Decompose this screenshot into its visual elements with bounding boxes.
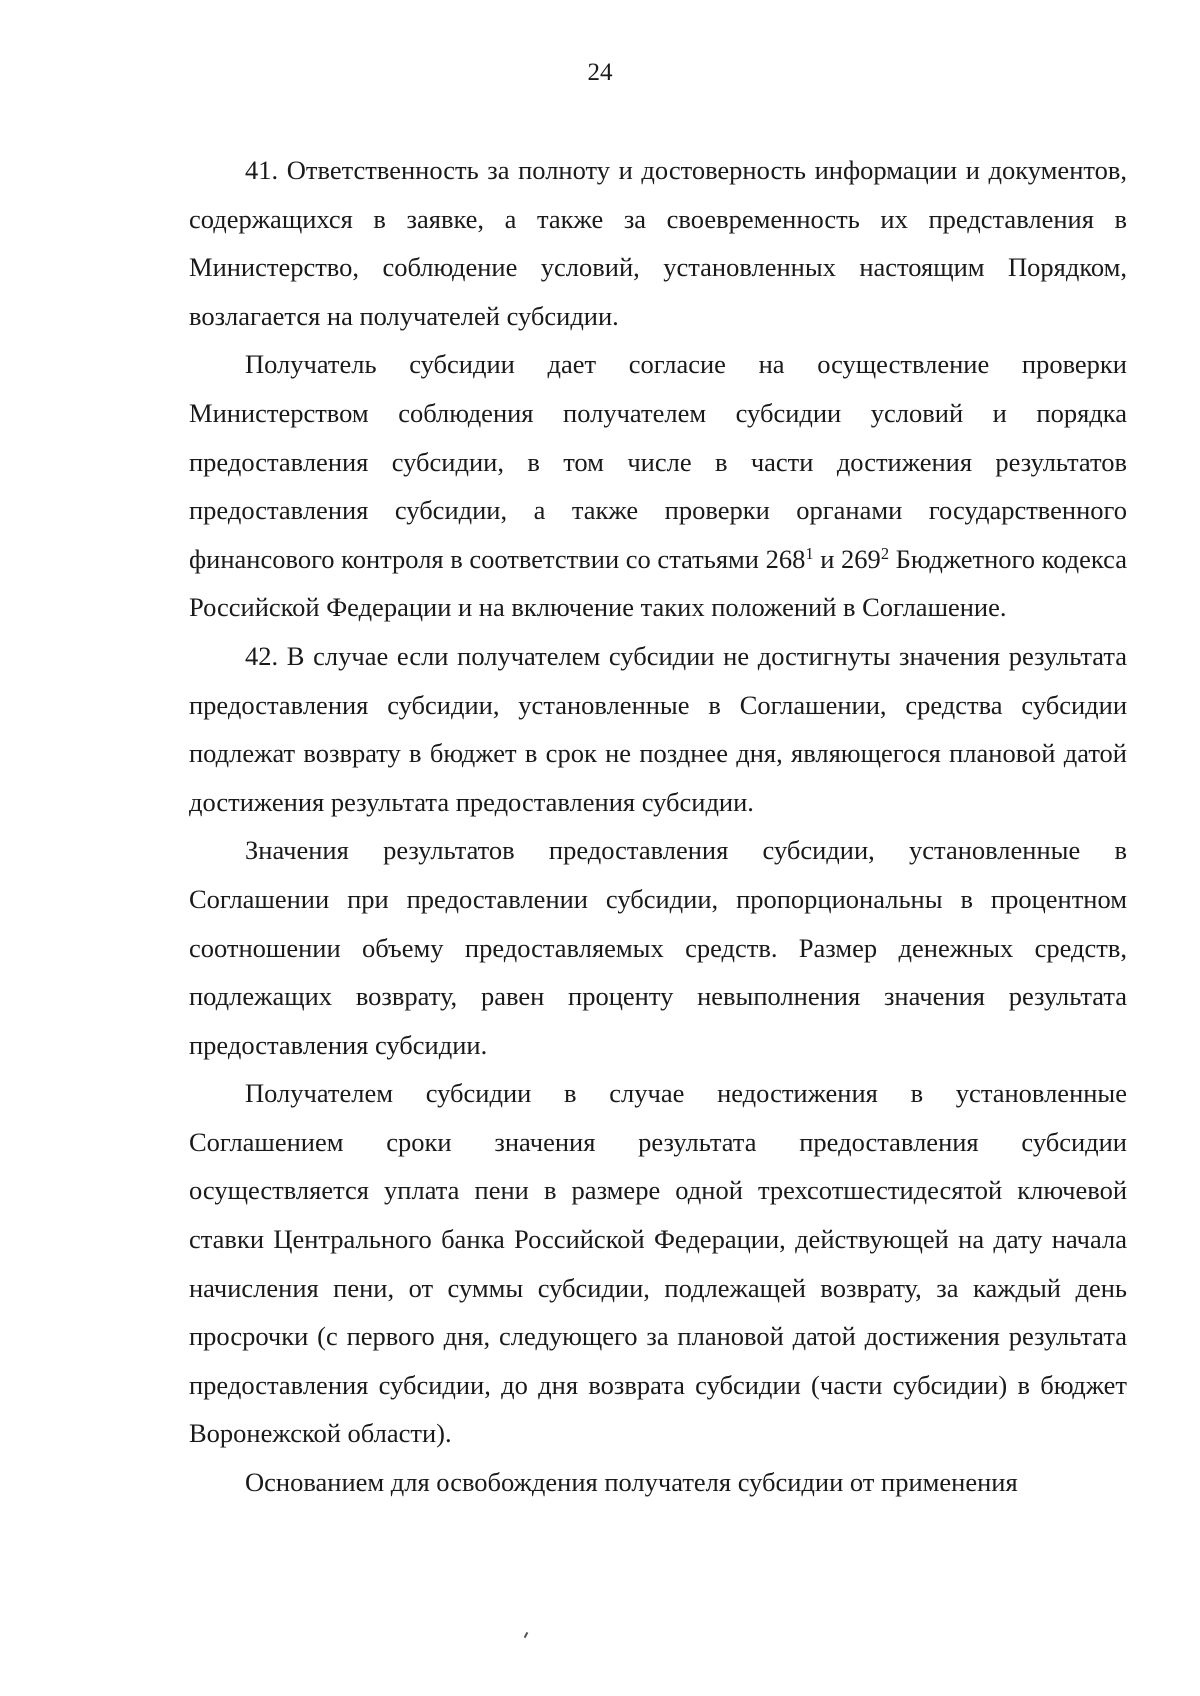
paragraph-penalty: Получателем субсидии в случае недостижения в установленные Соглашением сроки значения результата предоставления субсидии осуществляется уплата пени в размере одной трехсотшестидесятой ключевой ставки Центрального банка Российской Федерации, действующей на дату начала начисления пени, от суммы субсидии, подлежащей возврату, за каждый день просрочки (с первого дня, следующего за плановой датой достижения результата предоставления субсидии, до дня возврата субсидии (части субсидии) в бюджет Воронежской области). [189, 1078, 1127, 1449]
article-superscript-1: 1 [805, 543, 814, 563]
document-body [189, 146, 1127, 1507]
page-number: 24 [587, 59, 613, 86]
paragraph-42: 42. В случае если получателем субсидии не достигнуты значения результата предоставления субсидии, установленные в Соглашении, средства субсидии подлежат возврату в бюджет в срок не позднее дня, являющегося плановой датой достижения результата предоставления субсидии. [189, 640, 1127, 817]
scan-mark [524, 1632, 529, 1638]
paragraph-result-values: Значения результатов предоставления субсидии, установленные в Соглашении при предоставлении субсидии, пропорциональны в процентном соотношении объему предоставляемых средств. Размер денежных средств, подлежащих возврату, равен проценту невыполнения значения результата предоставления субсидии. [189, 835, 1127, 1060]
paragraph-consent-text-2: и 269 [813, 543, 881, 574]
paragraph-consent-text-1: Получатель субсидии дает согласие на осуществление проверки Министерством соблюдения получателем субсидии условий и порядка предоставления субсидии, в том числе в части достижения результатов предоставления субсидии, а также проверки органами государственного финансового контроля в соответствии со статьями 268 [189, 349, 1127, 574]
paragraph-41: 41. Ответственность за полноту и достоверность информации и документов, содержащихся в заявке, а также за своевременность их представления в Министерство, соблюдение условий, установленных настоящим Порядком, возлагается на получателей субсидии. [189, 155, 1127, 331]
paragraph-exemption: Основанием для освобождения получателя субсидии от применения [245, 1467, 1018, 1498]
paragraph-consent-text-3: Бюджетного кодекса Российской Федерации и на включение таких положений в Соглашение. [189, 543, 1127, 623]
paragraph-consent [189, 340, 1127, 632]
article-superscript-2: 2 [880, 543, 890, 563]
